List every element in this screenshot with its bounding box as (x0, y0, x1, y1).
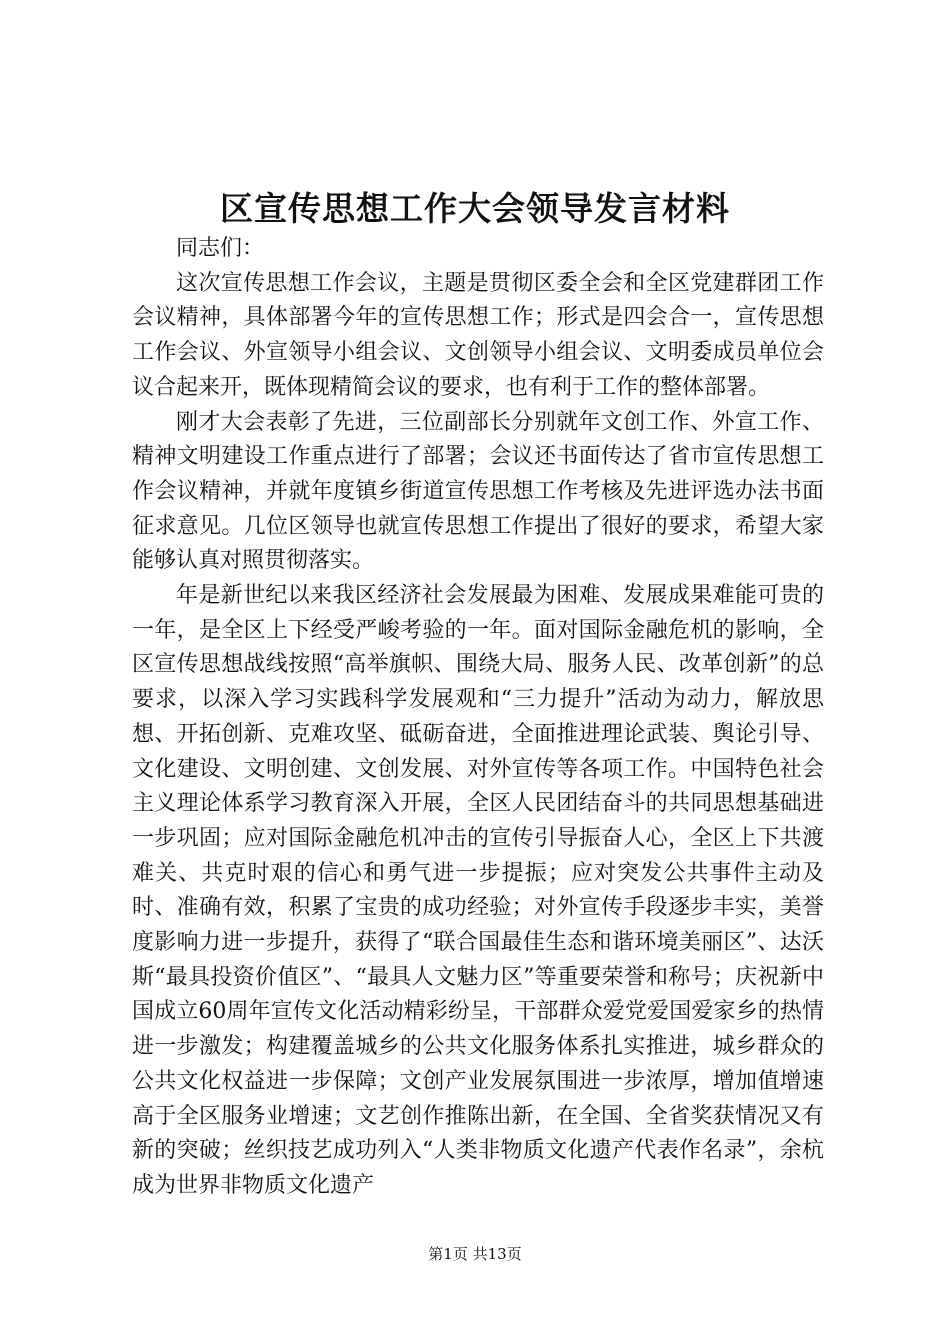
paragraph: 刚才大会表彰了先进，三位副部长分别就年文创工作、外宣工作、精神文明建设工作重点进行了部署；会议还书面传达了省市宣传思想工作会议精神，并就年度镇乡街道宣传思想工作考核及先进评选办法书面征求意见。几位区领导也就宣传思想工作提出了很好的要求，希望大家能够认真对照贯彻落实。 (132, 409, 824, 574)
page-footer: 第1页 共13页 (428, 1245, 522, 1263)
salutation: 同志们： (176, 236, 265, 261)
document-title: 区宣传思想工作大会领导发言材料 (220, 189, 730, 228)
paragraph: 这次宣传思想工作会议，主题是贯彻区委全会和全区党建群团工作会议精神，具体部署今年的宣传思想工作；形式是四会合一，宣传思想工作会议、外宣领导小组会议、文创领导小组会议、文明委成员单位会议合起来开，既体现精简会议的要求，也有利于工作的整体部署。 (132, 270, 824, 400)
paragraph: 年是新世纪以来我区经济社会发展最为困难、发展成果难能可贵的一年，是全区上下经受严峻考验的一年。面对国际金融危机的影响，全区宣传思想战线按照“高举旗帜、围绕大局、服务人民、改革创新”的总要求，以深入学习实践科学发展观和“三力提升”活动为动力，解放思想、开拓创新、克难攻坚、砥砺奋进，全面推进理论武装、舆论引导、文化建设、文明创建、文创发展、对外宣传等各项工作。中国特色社会主义理论体系学习教育深入开展，全区人民团结奋斗的共同思想基础进一步巩固；应对国际金融危机冲击的宣传引导振奋人心，全区上下共渡难关、共克时艰的信心和勇气进一步提振；应对突发公共事件主动及时、准确有效，积累了宝贵的成功经验；对外宣传手段逐步丰实，美誉度影响力进一步提升，获得了“联合国最佳生态和谐环境美丽区”、达沃斯“最具投资价值区”、“最具人文魅力区”等重要荣誉和称号；庆祝新中国成立60周年宣传文化活动精彩纷呈，干部群众爱党爱国爱家乡的热情进一步激发；构建覆盖城乡的公共文化服务体系扎实推进，城乡群众的公共文化权益进一步保障；文创产业发展氛围进一步浓厚，增加值增速高于全区服务业增速；文艺创作推陈出新，在全国、全省奖获情况又有新的突破；丝织技艺成功列入“人类非物质文化遗产代表作名录”，余杭成为世界非物质文化遗产 (132, 583, 824, 1198)
document-body (132, 232, 824, 1204)
